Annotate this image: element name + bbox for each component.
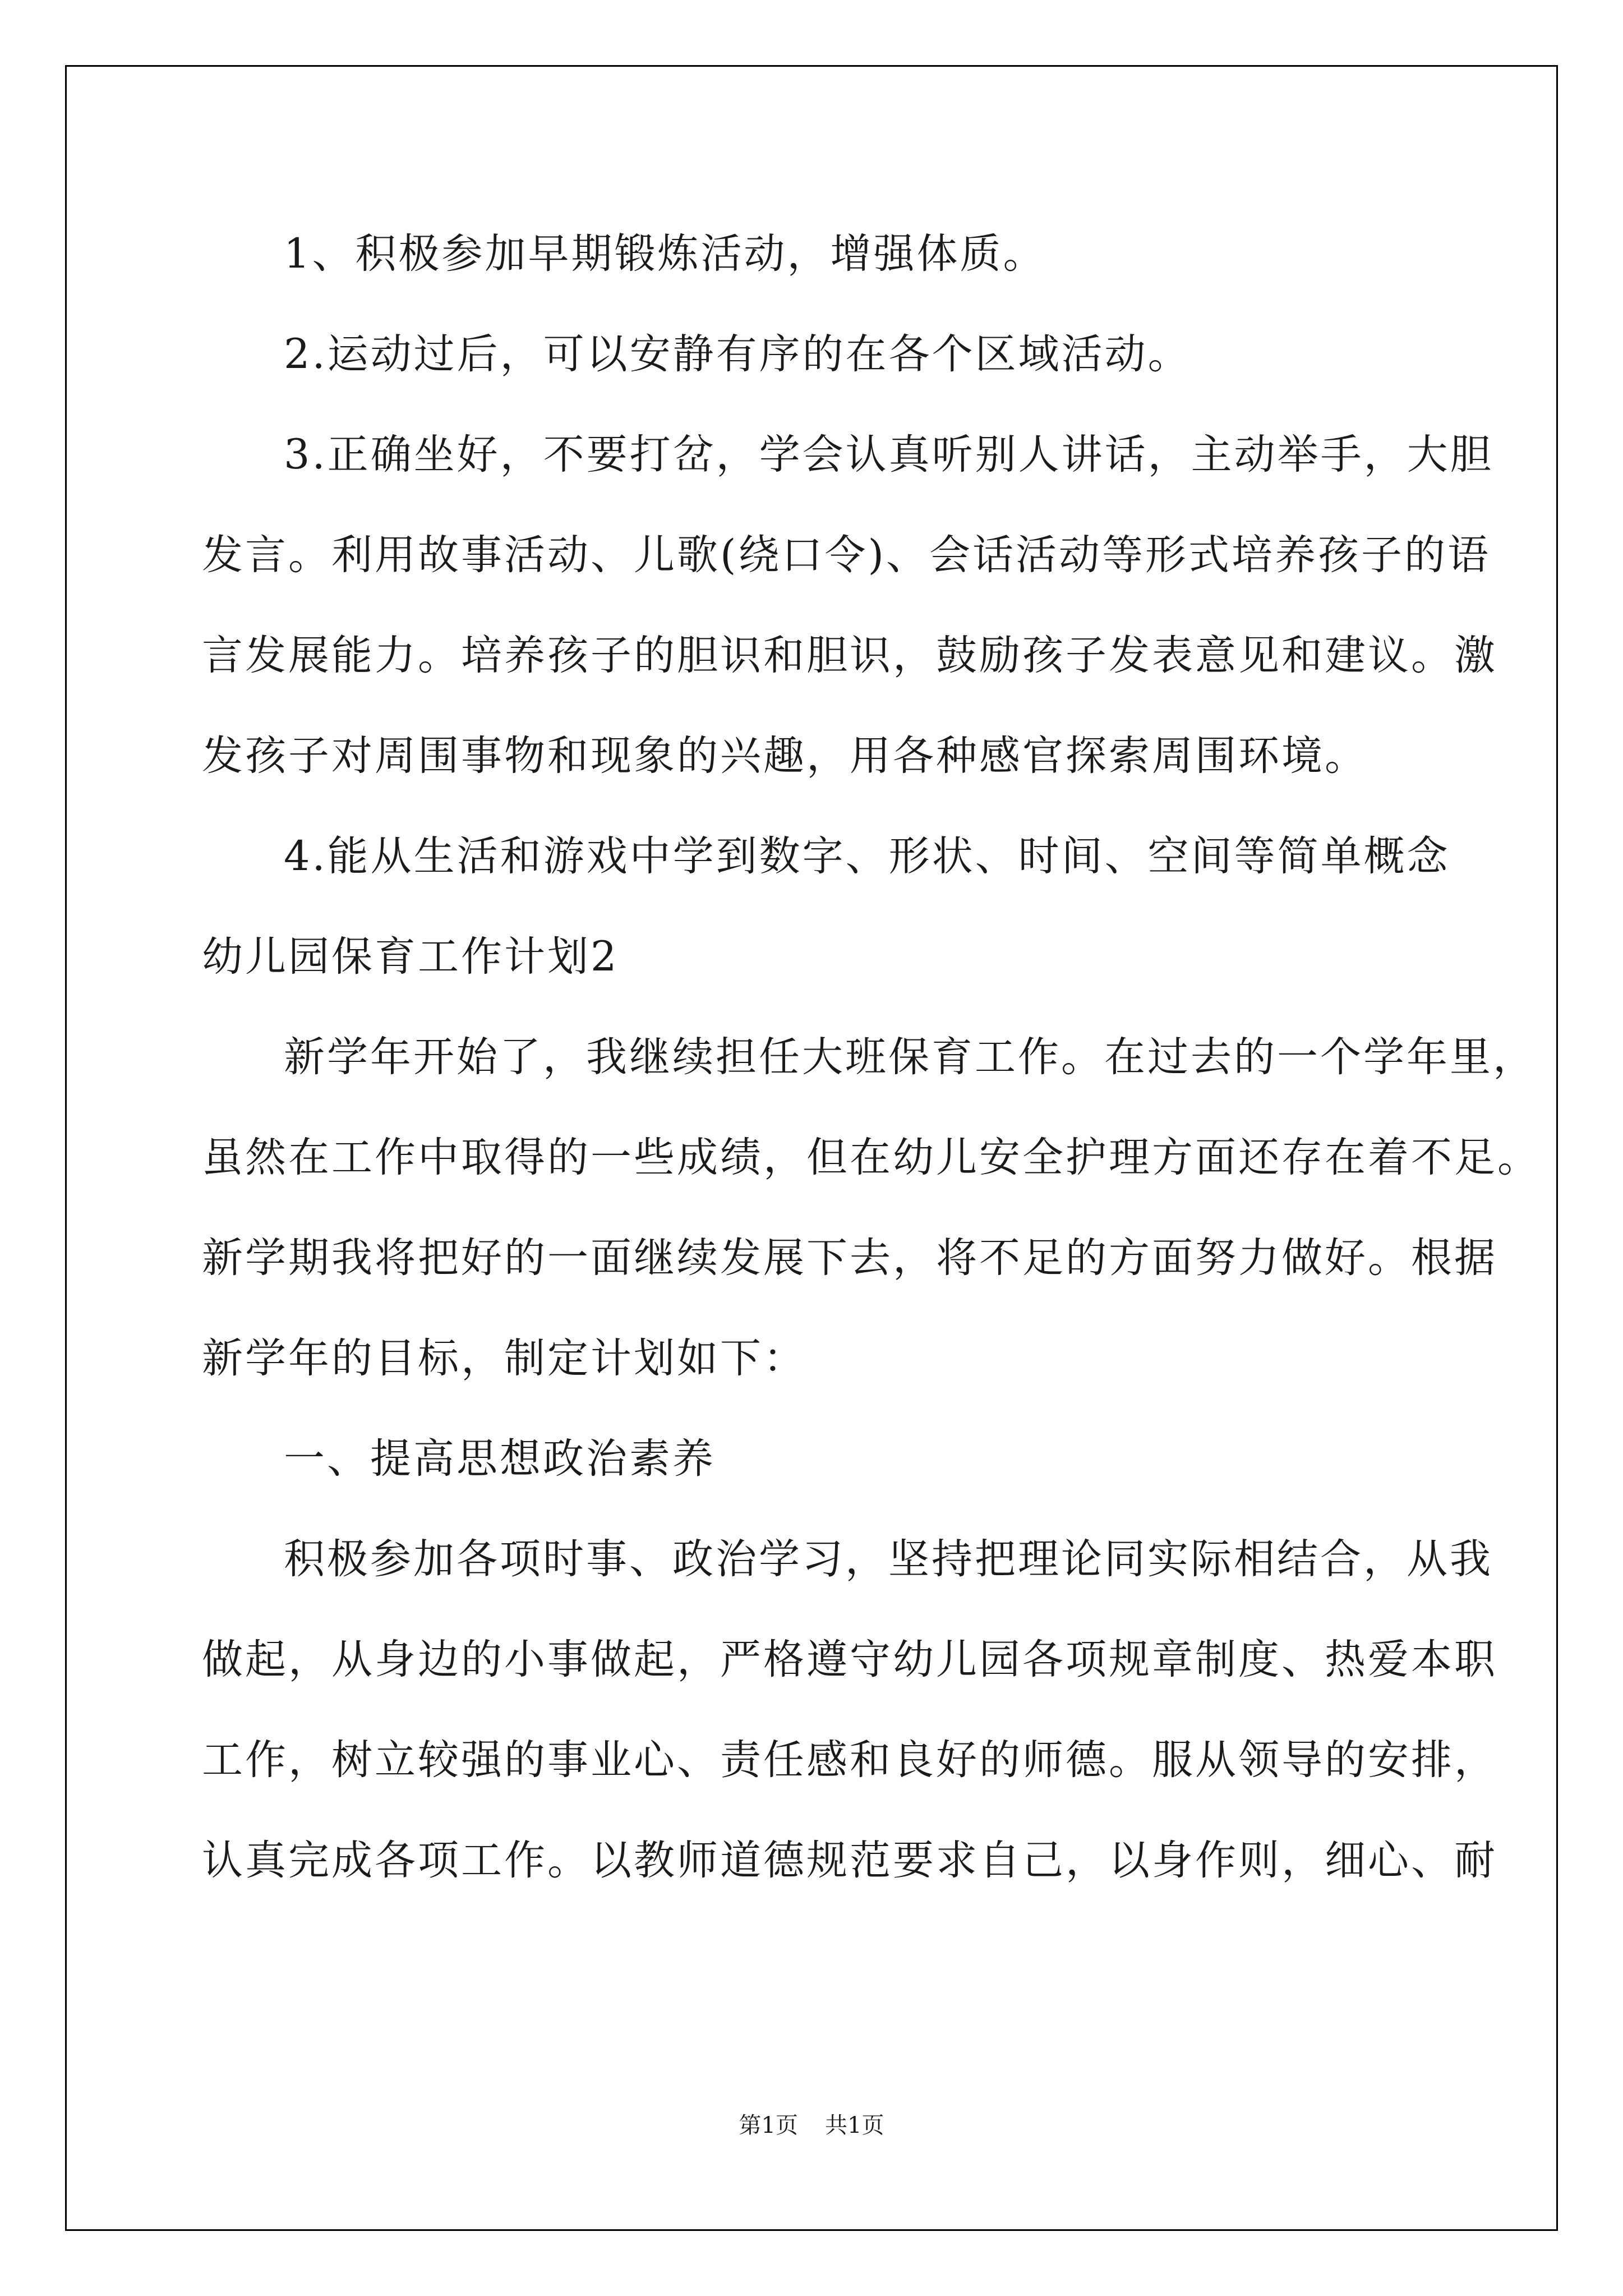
paragraph-line: 新学期我将把好的一面继续发展下去，将不足的方面努力做好。根据 — [202, 1234, 1497, 1282]
paragraph-line: 工作，树立较强的事业心、责任感和良好的师德。服从领导的安排， — [202, 1736, 1497, 1784]
section-heading: 幼儿园保育工作计划2 — [202, 933, 619, 981]
paragraph-line: 4.能从生活和游戏中学到数字、形状、时间、空间等简单概念 — [284, 832, 1450, 880]
document-body — [202, 220, 1541, 1927]
paragraph-line: 新学年的目标，制定计划如下： — [202, 1335, 806, 1382]
paragraph-line: 新学年开始了，我继续担任大班保育工作。在过去的一个学年里， — [284, 1033, 1536, 1081]
page-number: 第1页 — [739, 2113, 798, 2138]
page-footer — [0, 2111, 1623, 2139]
paragraph-line: 3.正确坐好，不要打岔，学会认真听别人讲话，主动举手，大胆 — [284, 431, 1493, 478]
paragraph-line: 认真完成各项工作。以教师道德规范要求自己，以身作则，细心、耐 — [202, 1837, 1497, 1884]
paragraph-line: 虽然在工作中取得的一些成绩，但在幼儿安全护理方面还存在着不足。 — [202, 1134, 1541, 1181]
paragraph-line: 2.运动过后，可以安静有序的在各个区域活动。 — [284, 330, 1191, 378]
paragraph-line: 做起，从身边的小事做起，严格遵守幼儿园各项规章制度、热爱本职 — [202, 1636, 1497, 1683]
page-total: 共1页 — [825, 2113, 884, 2138]
paragraph-line: 积极参加各项时事、政治学习，坚持把理论同实际相结合，从我 — [284, 1535, 1493, 1583]
paragraph-line: 发言。利用故事活动、儿歌(绕口令)、会话活动等形式培养孩子的语 — [202, 531, 1491, 579]
paragraph-line: 发孩子对周围事物和现象的兴趣，用各种感官探索周围环境。 — [202, 732, 1368, 780]
paragraph-line: 1、积极参加早期锻炼活动，增强体质。 — [284, 230, 1046, 278]
paragraph-line: 言发展能力。培养孩子的胆识和胆识，鼓励孩子发表意见和建议。激 — [202, 632, 1497, 679]
subsection-heading: 一、提高思想政治素养 — [284, 1435, 716, 1483]
